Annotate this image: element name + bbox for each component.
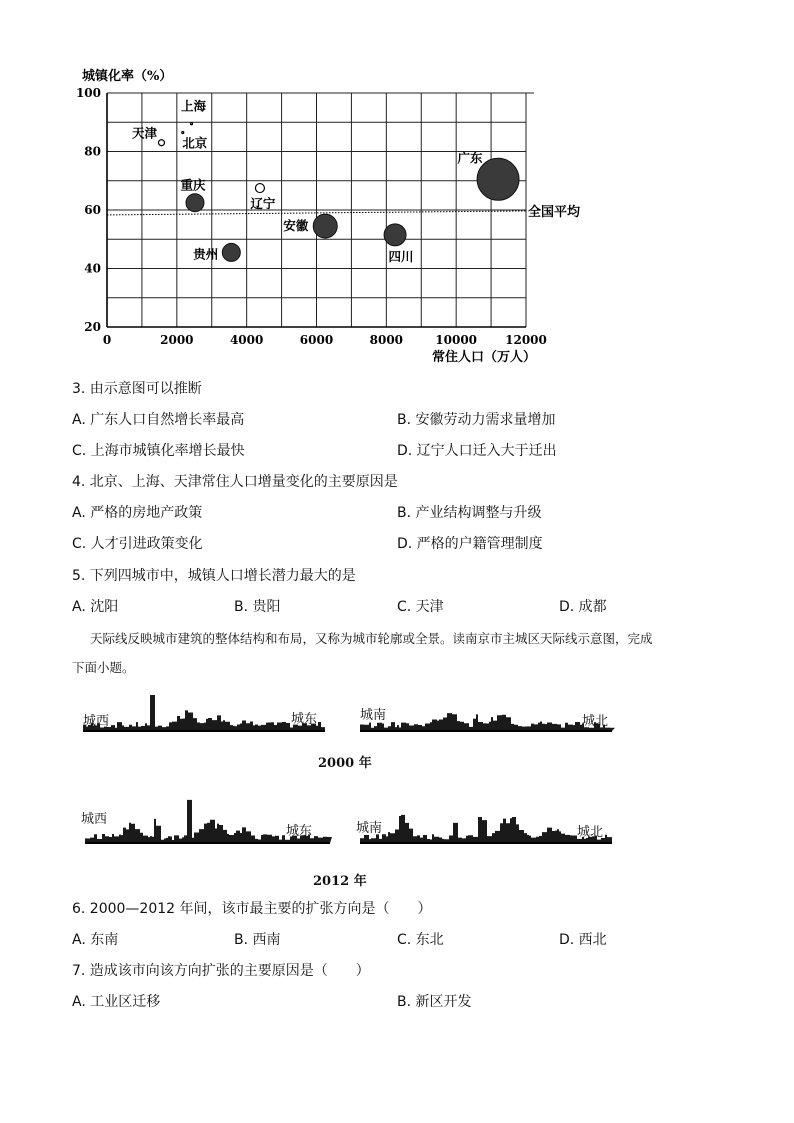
y-tick-label: 60 bbox=[84, 203, 101, 217]
question-3-stem: 3. 由示意图可以推断 bbox=[72, 381, 202, 397]
label-east-2000: 城东 bbox=[291, 712, 318, 727]
skyline-south-north-2000 bbox=[360, 713, 615, 731]
caption-2000: 2000 年 bbox=[318, 756, 372, 771]
q6-option-b[interactable]: B. 西南 bbox=[234, 932, 281, 948]
q4-option-d[interactable]: D. 严格的户籍管理制度 bbox=[397, 536, 543, 552]
x-tick-label: 8000 bbox=[369, 333, 404, 347]
y-tick-label: 100 bbox=[75, 86, 101, 100]
skyline-silhouette bbox=[83, 695, 325, 731]
y-tick-label: 80 bbox=[84, 144, 101, 159]
point-label: 安徽 bbox=[283, 218, 309, 234]
q3-option-d[interactable]: D. 辽宁人口迁入大于迁出 bbox=[397, 443, 557, 459]
x-tick-label: 2000 bbox=[160, 333, 194, 347]
chart-grid bbox=[107, 93, 534, 327]
skyline-south-north-2012 bbox=[360, 815, 612, 843]
point-label: 天津 bbox=[131, 125, 157, 141]
label-north-2000: 城北 bbox=[582, 714, 609, 729]
q4-option-b[interactable]: B. 产业结构调整与升级 bbox=[397, 505, 542, 521]
x-tick-label: 12000 bbox=[505, 333, 547, 347]
y-axis-label: 城镇化率（%） bbox=[82, 69, 173, 84]
x-tick-label: 0 bbox=[102, 333, 112, 347]
q5-option-d[interactable]: D. 成都 bbox=[559, 599, 607, 615]
point-上海 bbox=[190, 123, 192, 125]
question-5-stem: 5. 下列四城市中，城镇人口增长潜力最大的是 bbox=[72, 568, 356, 584]
point-辽宁 bbox=[255, 184, 264, 193]
x-tick-label: 4000 bbox=[229, 333, 264, 347]
caption-2012: 2012 年 bbox=[313, 874, 367, 889]
q7-option-a[interactable]: A. 工业区迁移 bbox=[72, 994, 161, 1010]
y-tick-label: 40 bbox=[84, 261, 101, 276]
point-安徽 bbox=[313, 214, 337, 238]
label-west-2012: 城西 bbox=[81, 812, 108, 827]
point-label: 重庆 bbox=[180, 177, 206, 193]
q5-option-a[interactable]: A. 沈阳 bbox=[72, 599, 119, 615]
skyline-silhouette bbox=[360, 815, 612, 843]
x-tick-label: 6000 bbox=[299, 333, 334, 347]
x-tick-label: 10000 bbox=[435, 333, 478, 347]
y-tick-label: 20 bbox=[84, 320, 101, 334]
label-south-2000: 城南 bbox=[360, 708, 387, 723]
q3-option-b[interactable]: B. 安徽劳动力需求量增加 bbox=[397, 412, 556, 428]
q6-option-d[interactable]: D. 西北 bbox=[559, 932, 607, 948]
point-label: 北京 bbox=[182, 135, 208, 151]
label-south-2012: 城南 bbox=[356, 821, 383, 836]
skyline-silhouette bbox=[360, 713, 615, 731]
point-天津 bbox=[158, 140, 164, 146]
q4-option-c[interactable]: C. 人才引进政策变化 bbox=[72, 536, 203, 552]
point-label: 辽宁 bbox=[250, 196, 276, 212]
point-贵州 bbox=[222, 243, 240, 261]
point-label: 四川 bbox=[388, 248, 414, 264]
average-label: 全国平均 bbox=[528, 204, 581, 220]
nanjing-skyline-figure bbox=[0, 680, 794, 890]
q6-option-c[interactable]: C. 东北 bbox=[397, 932, 444, 948]
question-7-stem: 7. 造成该市向该方向扩张的主要原因是（ ） bbox=[72, 963, 370, 979]
skyline-intro-line2: 下面小题。 bbox=[72, 660, 135, 675]
label-east-2012: 城东 bbox=[286, 824, 313, 839]
q5-option-b[interactable]: B. 贵阳 bbox=[234, 599, 281, 615]
q4-option-a[interactable]: A. 严格的房地产政策 bbox=[72, 505, 203, 521]
question-6-stem: 6. 2000—2012 年间，该市最主要的扩张方向是（ ） bbox=[72, 901, 432, 917]
point-广东 bbox=[477, 158, 519, 200]
point-重庆 bbox=[186, 194, 204, 212]
label-west-2000: 城西 bbox=[83, 714, 110, 729]
q7-option-b[interactable]: B. 新区开发 bbox=[397, 994, 472, 1010]
point-label: 贵州 bbox=[193, 246, 219, 262]
q3-option-c[interactable]: C. 上海市城镇化率增长最快 bbox=[72, 443, 245, 459]
x-axis-label: 常住人口（万人） bbox=[432, 350, 537, 365]
skyline-intro-line1: 天际线反映城市建筑的整体结构和布局，又称为城市轮廓或全景。读南京市主城区天际线示意图，完成 bbox=[90, 631, 653, 646]
q6-option-a[interactable]: A. 东南 bbox=[72, 932, 119, 948]
point-四川 bbox=[384, 224, 406, 246]
point-label: 广东 bbox=[457, 150, 483, 166]
label-north-2012: 城北 bbox=[577, 825, 604, 840]
point-label: 上海 bbox=[180, 98, 207, 114]
urbanization-scatter-chart bbox=[0, 0, 794, 380]
question-4-stem: 4. 北京、上海、天津常住人口增量变化的主要原因是 bbox=[72, 474, 398, 490]
point-北京 bbox=[182, 131, 184, 133]
average-line bbox=[107, 204, 581, 220]
q3-option-a[interactable]: A. 广东人口自然增长率最高 bbox=[72, 412, 245, 428]
q5-option-c[interactable]: C. 天津 bbox=[397, 599, 444, 615]
skyline-west-east-2000 bbox=[83, 695, 325, 731]
